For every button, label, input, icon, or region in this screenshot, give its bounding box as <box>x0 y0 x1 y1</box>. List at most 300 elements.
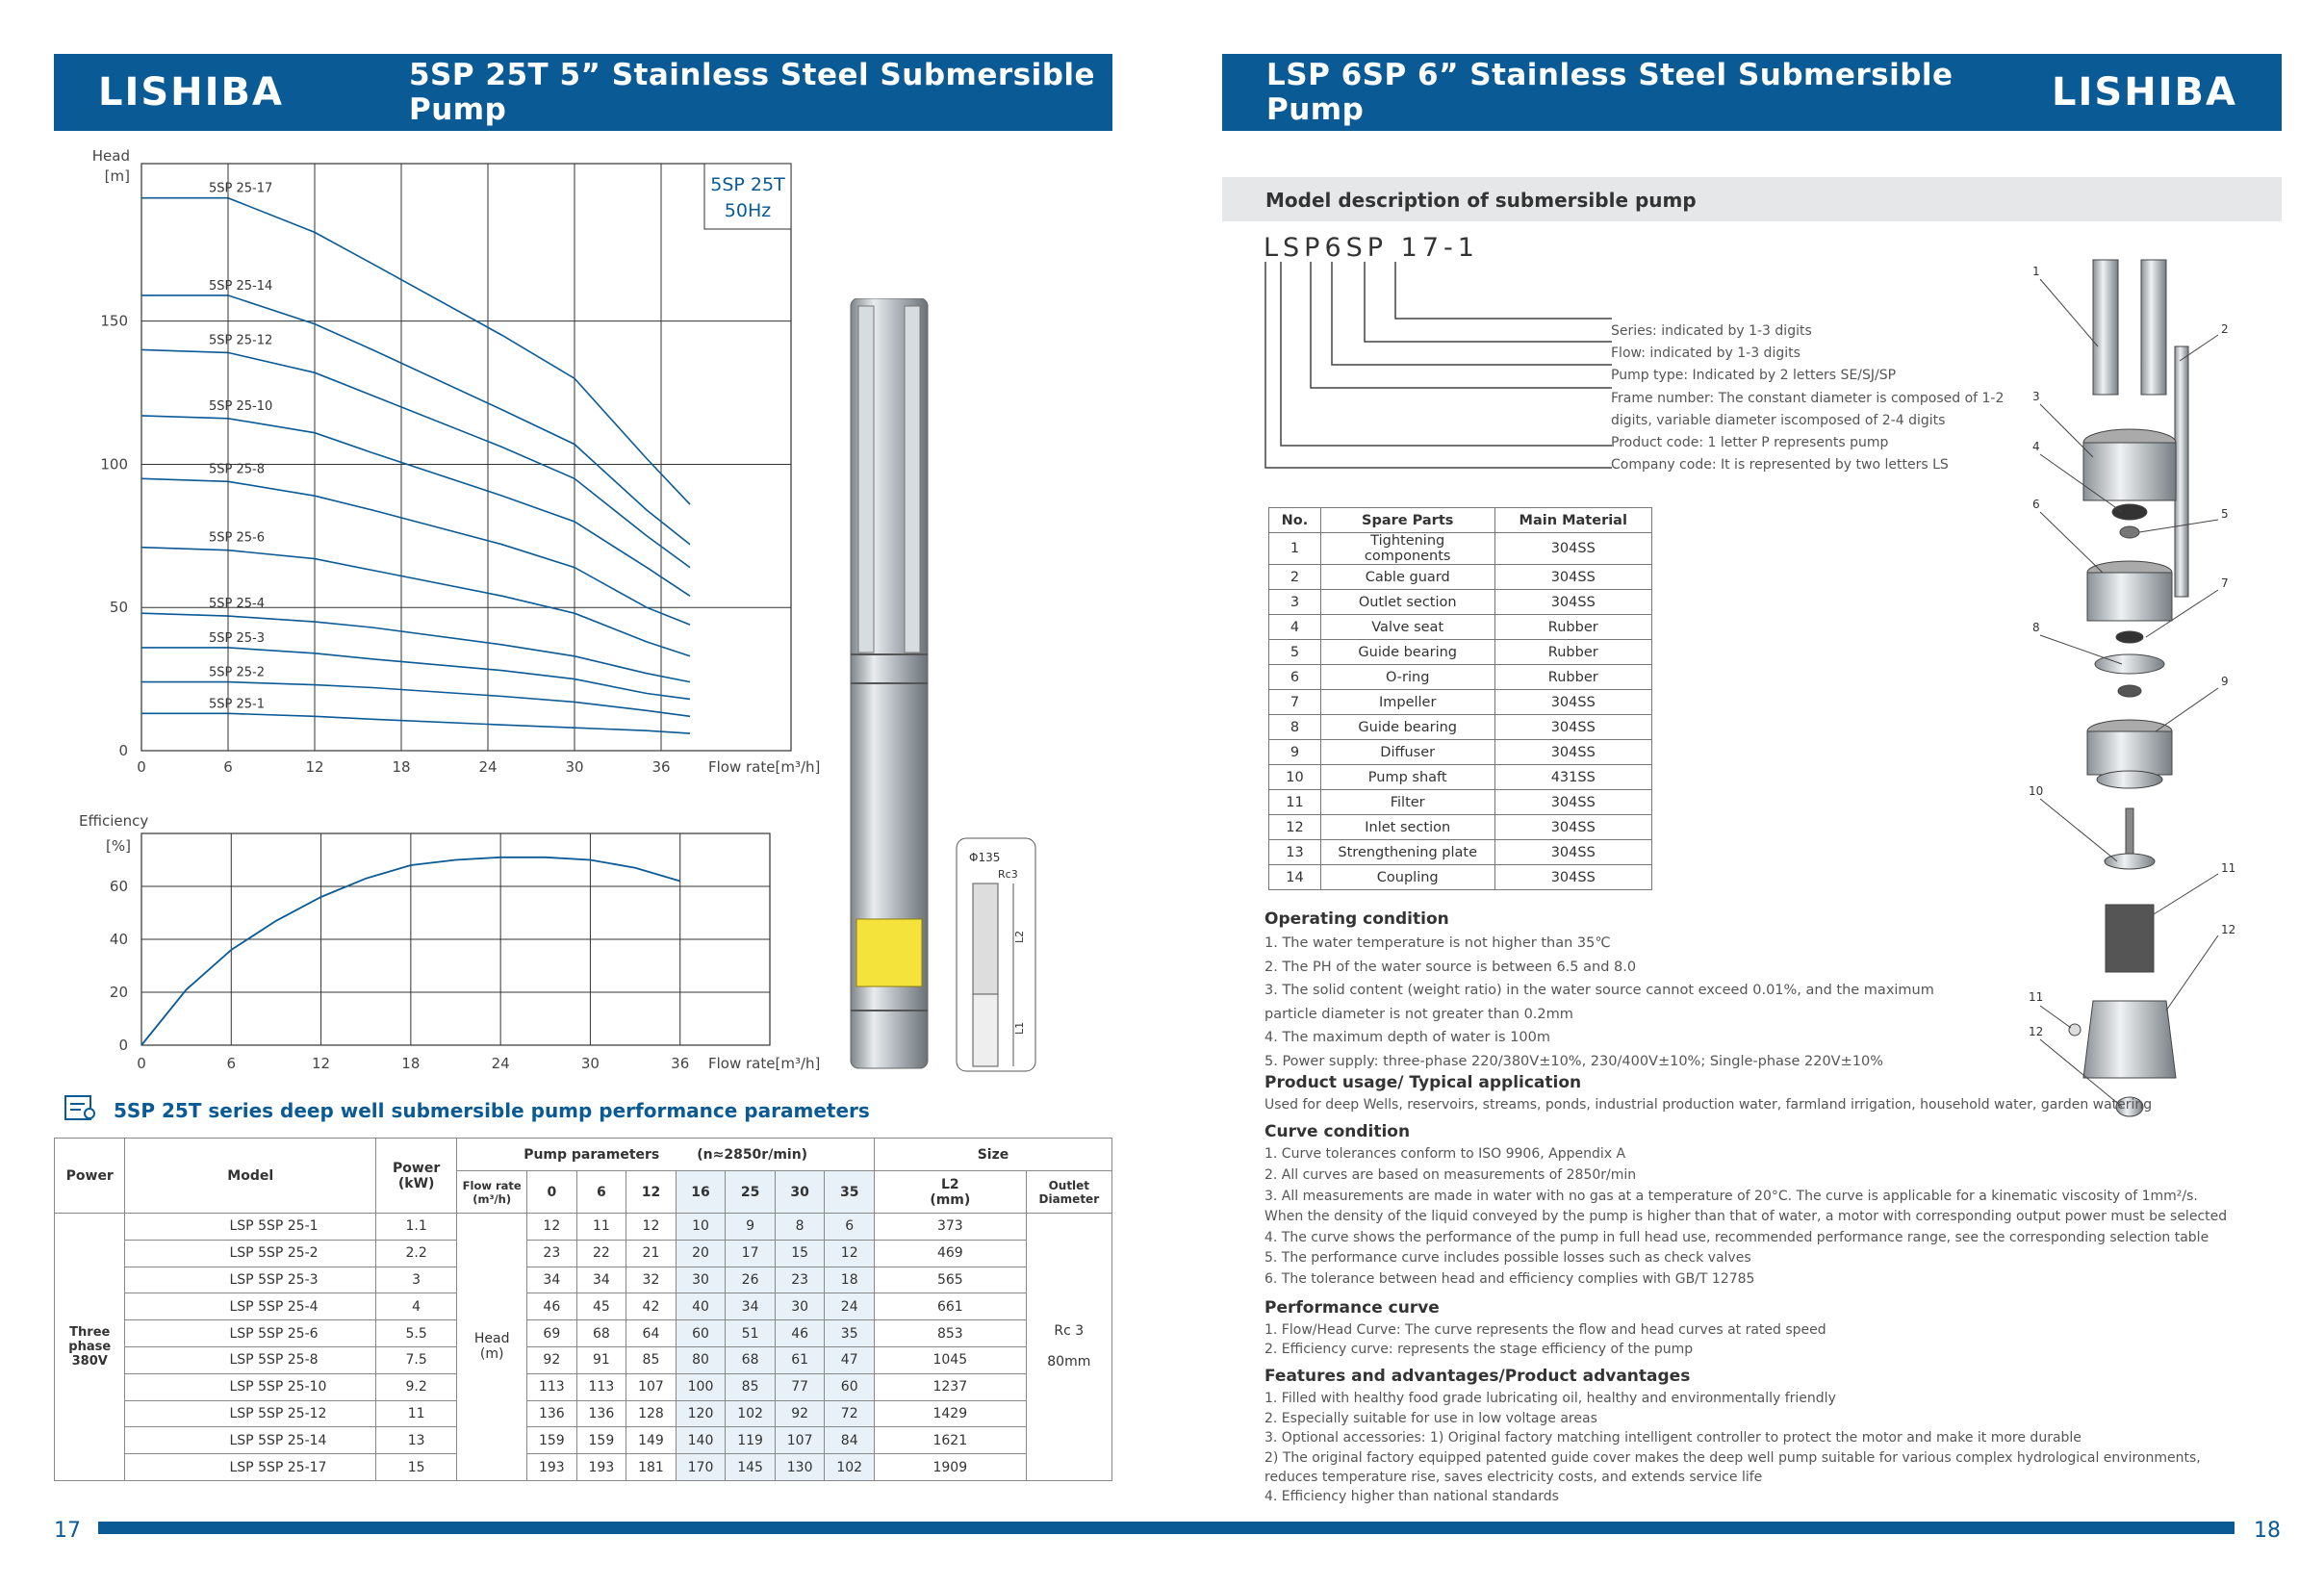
spare-header-material: Main Material <box>1494 508 1652 533</box>
head-curve-label: 5SP 25-10 <box>209 398 273 414</box>
perf-l2: 661 <box>874 1293 1026 1320</box>
spare-material: 431SS <box>1494 765 1652 790</box>
head-x-tick: 6 <box>223 758 233 776</box>
perf-l2: 1429 <box>874 1400 1026 1427</box>
spare-material: 304SS <box>1494 865 1652 890</box>
spare-part: Pump shaft <box>1320 765 1494 790</box>
perf-head-value: 10 <box>676 1214 726 1241</box>
head-chart <box>58 144 828 789</box>
perf-head-value: 47 <box>825 1346 875 1373</box>
perf-head-value: 159 <box>576 1427 626 1454</box>
spare-material: 304SS <box>1494 815 1652 840</box>
perf-row <box>55 1346 1112 1373</box>
perf-head-value: 30 <box>676 1267 726 1293</box>
head-curve-5SP-25-1 <box>141 713 690 733</box>
perf-head-value: 20 <box>676 1240 726 1267</box>
spare-material: 304SS <box>1494 740 1652 765</box>
perf-kw: 3 <box>375 1267 456 1293</box>
section-title: Operating condition <box>1264 909 1449 929</box>
spare-no: 1 <box>1269 533 1321 565</box>
left-header-banner <box>54 54 1112 131</box>
spare-material: 304SS <box>1494 565 1652 590</box>
perf-head-value: 61 <box>775 1346 825 1373</box>
right-footer-bar <box>1157 1522 2235 1534</box>
spare-row <box>1269 615 1652 640</box>
perf-head-value: 23 <box>527 1240 577 1267</box>
perf-h-params: Pump parameters (n≈2850r/min) <box>457 1139 875 1171</box>
perf-head-value: 92 <box>527 1346 577 1373</box>
head-y-tick: 0 <box>118 742 128 759</box>
perf-head-value: 170 <box>676 1454 726 1481</box>
perf-model: LSP 5SP 25-4 <box>125 1293 376 1320</box>
perf-l2: 1621 <box>874 1427 1026 1454</box>
perf-head-value: 12 <box>527 1214 577 1241</box>
perf-kw: 9.2 <box>375 1373 456 1400</box>
section-line: Used for deep Wells, reservoirs, streams, ponds, industrial production water, farmland irrigation, household water, garden watering <box>1264 1097 2153 1113</box>
spare-material: Rubber <box>1494 665 1652 690</box>
perf-head-value: 72 <box>825 1400 875 1427</box>
perf-head-value: 32 <box>626 1267 677 1293</box>
dim-diameter: Φ135 <box>969 851 1001 864</box>
perf-head-value: 136 <box>527 1400 577 1427</box>
section-line: 3. The solid content (weight ratio) in the water source cannot exceed 0.01%, and the maximum <box>1264 983 1934 998</box>
spare-part: O-ring <box>1320 665 1494 690</box>
spare-no: 6 <box>1269 665 1321 690</box>
perf-h-outlet: Outlet Diameter <box>1026 1171 1111 1214</box>
head-curve-label: 5SP 25-17 <box>209 181 273 196</box>
perf-model: LSP 5SP 25-8 <box>125 1346 376 1373</box>
section-line: 6. The tolerance between head and efficiency complies with GB/T 12785 <box>1264 1270 1755 1287</box>
perf-row <box>55 1240 1112 1267</box>
spare-no: 13 <box>1269 840 1321 865</box>
head-curve-label: 5SP 25-14 <box>209 278 273 294</box>
spare-row <box>1269 840 1652 865</box>
perf-head-value: 68 <box>576 1320 626 1347</box>
part-callout: 7 <box>2221 576 2229 590</box>
perf-head-value: 26 <box>726 1267 776 1293</box>
perf-head-value: 85 <box>626 1346 677 1373</box>
model-desc-line: Frame number: The constant diameter is composed of 1-2 <box>1611 390 2005 406</box>
text-section <box>1264 1367 2275 1506</box>
dim-l1: L1 <box>1013 1021 1026 1035</box>
head-curve-label: 5SP 25-4 <box>209 597 265 612</box>
perf-row <box>55 1400 1112 1427</box>
perf-head-value: 181 <box>626 1454 677 1481</box>
spare-material: 304SS <box>1494 840 1652 865</box>
pump-illustration <box>837 298 943 1073</box>
perf-kw: 2.2 <box>375 1240 456 1267</box>
perf-h-flow-value: 0 <box>527 1171 577 1214</box>
perf-kw: 1.1 <box>375 1214 456 1241</box>
section-title: Curve condition <box>1264 1122 1411 1142</box>
part-callout: 6 <box>2032 498 2040 511</box>
model-desc-line: Company code: It is represented by two letters LS <box>1611 457 1949 474</box>
spare-part: Filter <box>1320 790 1494 815</box>
head-curve-label: 5SP 25-1 <box>209 697 265 712</box>
eff-x-tick: 30 <box>580 1055 600 1072</box>
perf-model: LSP 5SP 25-3 <box>125 1267 376 1293</box>
perf-row <box>55 1454 1112 1481</box>
part-callout: 4 <box>2032 440 2040 453</box>
part-callout: 11 <box>2029 990 2044 1004</box>
left-footer-bar <box>98 1522 1157 1534</box>
section-line: 4. The curve shows the performance of the pump in full head use, recommended performance range, see the corresponding selection table <box>1264 1229 2209 1245</box>
perf-row <box>55 1427 1112 1454</box>
spare-row <box>1269 590 1652 615</box>
head-curve-label: 5SP 25-3 <box>209 630 265 646</box>
spare-parts-table <box>1268 507 1652 890</box>
perf-model: LSP 5SP 25-10 <box>125 1373 376 1400</box>
part-callout: 2 <box>2221 322 2229 336</box>
perf-head-value: 11 <box>576 1214 626 1241</box>
section-line: 2. Efficiency curve: represents the stage efficiency of the pump <box>1264 1341 1694 1357</box>
model-desc-line: digits, variable diameter iscomposed of 2-4 digits <box>1611 412 1946 428</box>
section-title: Product usage/ Typical application <box>1264 1073 1582 1092</box>
spare-row <box>1269 740 1652 765</box>
spare-no: 8 <box>1269 715 1321 740</box>
spare-no: 9 <box>1269 740 1321 765</box>
spare-material: 304SS <box>1494 690 1652 715</box>
perf-l2: 1045 <box>874 1346 1026 1373</box>
perf-head-value: 34 <box>576 1267 626 1293</box>
perf-model: LSP 5SP 25-1 <box>125 1214 376 1241</box>
spare-row <box>1269 665 1652 690</box>
perf-head-value: 46 <box>775 1320 825 1347</box>
perf-kw: 13 <box>375 1427 456 1454</box>
spare-material: 304SS <box>1494 790 1652 815</box>
perf-kw: 7.5 <box>375 1346 456 1373</box>
spare-part: Impeller <box>1320 690 1494 715</box>
part-callout: 12 <box>2221 923 2236 936</box>
head-chart-title: 50Hz <box>724 200 772 221</box>
perf-h-l2: L2 (mm) <box>874 1171 1026 1214</box>
spare-part: Coupling <box>1320 865 1494 890</box>
model-code-brackets <box>1261 260 1617 481</box>
perf-head-value: 46 <box>527 1293 577 1320</box>
perf-head-value: 107 <box>775 1427 825 1454</box>
model-desc-list <box>1611 320 2004 476</box>
section-line: 1. Flow/Head Curve: The curve represents the flow and head curves at rated speed <box>1264 1321 1826 1338</box>
perf-model: LSP 5SP 25-12 <box>125 1400 376 1427</box>
section-line: 2. All curves are based on measurements of 2850r/min <box>1264 1167 1637 1183</box>
head-chart-frame <box>141 164 791 751</box>
section-line: 1. Filled with healthy food grade lubricating oil, healthy and environmentally friendly <box>1264 1391 1836 1407</box>
perf-head-value: 136 <box>576 1400 626 1427</box>
eff-x-label: Flow rate[m³/h] <box>708 1055 821 1072</box>
perf-section-title: 5SP 25T series deep well submersible pump performance parameters <box>114 1099 870 1122</box>
spare-row <box>1269 865 1652 890</box>
spare-row <box>1269 715 1652 740</box>
head-x-tick: 36 <box>651 758 671 776</box>
spare-row <box>1269 765 1652 790</box>
perf-head-value: 100 <box>676 1373 726 1400</box>
part-callout: 12 <box>2029 1025 2044 1038</box>
spare-no: 7 <box>1269 690 1321 715</box>
head-x-tick: 18 <box>392 758 411 776</box>
perf-h-power: Power <box>55 1139 125 1214</box>
dimension-drawing <box>956 837 1037 1073</box>
perf-head-value: 130 <box>775 1454 825 1481</box>
spare-material: Rubber <box>1494 615 1652 640</box>
perf-head-value: 51 <box>726 1320 776 1347</box>
perf-kw: 11 <box>375 1400 456 1427</box>
perf-head-value: 60 <box>825 1373 875 1400</box>
head-curve-label: 5SP 25-2 <box>209 665 265 680</box>
spare-part: Tightening components <box>1320 533 1494 565</box>
perf-h-kw: Power (kW) <box>375 1139 456 1214</box>
head-y-tick: 50 <box>109 599 128 617</box>
section-line: 4. Efficiency higher than national standards <box>1264 1489 1559 1505</box>
perf-head-value: 128 <box>626 1400 677 1427</box>
spare-header-part: Spare Parts <box>1320 508 1494 533</box>
perf-head-value: 24 <box>825 1293 875 1320</box>
perf-row <box>55 1293 1112 1320</box>
right-header-banner <box>1222 54 2282 131</box>
perf-head-value: 102 <box>726 1400 776 1427</box>
perf-head-value: 107 <box>626 1373 677 1400</box>
model-desc-line: Product code: 1 letter P represents pump <box>1611 435 1889 451</box>
perf-l2: 853 <box>874 1320 1026 1347</box>
dim-l2: L2 <box>1013 930 1026 943</box>
perf-head-value: 193 <box>527 1454 577 1481</box>
part-callout: 8 <box>2032 621 2040 634</box>
perf-head-value: 9 <box>726 1214 776 1241</box>
spare-no: 2 <box>1269 565 1321 590</box>
text-section <box>1264 1073 2275 1114</box>
perf-head-value: 8 <box>775 1214 825 1241</box>
section-line: 3. Optional accessories: 1) Original factory matching intelligent controller to protect the motor and make it more durable <box>1264 1430 2081 1446</box>
section-line: 2) The original factory equipped patented guide cover makes the deep well pump suitable for various complex hydrological environments, <box>1264 1449 2201 1466</box>
perf-head-value: 40 <box>676 1293 726 1320</box>
head-y-tick: 150 <box>100 312 128 330</box>
section-line: particle diameter is not greater than 0.2mm <box>1264 1006 1573 1022</box>
perf-head-value: 68 <box>726 1346 776 1373</box>
perf-head-value: 119 <box>726 1427 776 1454</box>
perf-h-flow-value: 16 <box>676 1171 726 1214</box>
section-title: Features and advantages/Product advantages <box>1264 1367 1691 1387</box>
perf-kw: 15 <box>375 1454 456 1481</box>
eff-x-tick: 36 <box>671 1055 690 1072</box>
part-callout: 5 <box>2221 507 2229 521</box>
perf-row <box>55 1214 1112 1241</box>
spare-no: 14 <box>1269 865 1321 890</box>
perf-l2: 565 <box>874 1267 1026 1293</box>
head-curve-5SP-25-17 <box>141 198 690 504</box>
part-callout: 10 <box>2029 784 2044 798</box>
head-y-tick: 100 <box>100 455 128 474</box>
perf-head-value: 34 <box>726 1293 776 1320</box>
model-desc-line: Pump type: Indicated by 2 letters SE/SJ/SP <box>1611 368 1897 384</box>
spare-no: 4 <box>1269 615 1321 640</box>
perf-head-value: 30 <box>775 1293 825 1320</box>
eff-y-tick: 0 <box>118 1037 128 1054</box>
perf-h-flow-value: 35 <box>825 1171 875 1214</box>
spare-no: 5 <box>1269 640 1321 665</box>
part-callout: 1 <box>2032 265 2040 278</box>
section-line: 5. Power supply: three-phase 220/380V±10%, 230/400V±10%; Single-phase 220V±10% <box>1264 1053 1883 1069</box>
perf-head-value: 21 <box>626 1240 677 1267</box>
spare-part: Diffuser <box>1320 740 1494 765</box>
perf-head-label: Head (m) <box>457 1214 527 1481</box>
left-page-number: 17 <box>54 1519 81 1543</box>
perf-head-value: 23 <box>775 1267 825 1293</box>
perf-head-value: 45 <box>576 1293 626 1320</box>
eff-x-tick: 24 <box>491 1055 510 1072</box>
perf-outlet: Rc 3 80mm <box>1026 1214 1111 1481</box>
perf-head-value: 113 <box>527 1373 577 1400</box>
head-curve-label: 5SP 25-8 <box>209 462 265 477</box>
perf-head-value: 102 <box>825 1454 875 1481</box>
section-line: 2. Especially suitable for use in low voltage areas <box>1264 1410 1597 1426</box>
perf-model: LSP 5SP 25-17 <box>125 1454 376 1481</box>
perf-head-value: 18 <box>825 1267 875 1293</box>
perf-head-value: 140 <box>676 1427 726 1454</box>
spare-row <box>1269 533 1652 565</box>
perf-h-model: Model <box>125 1139 376 1214</box>
perf-kw: 4 <box>375 1293 456 1320</box>
head-curve-label: 5SP 25-12 <box>209 333 273 348</box>
spare-row <box>1269 790 1652 815</box>
section-line: reduces temperature rise, saves electricity costs, and extends service life <box>1264 1470 1763 1485</box>
section-line: 1. Curve tolerances conform to ISO 9906, Appendix A <box>1264 1146 1626 1163</box>
spare-part: Inlet section <box>1320 815 1494 840</box>
perf-h-flow-value: 12 <box>626 1171 677 1214</box>
spare-material: 304SS <box>1494 715 1652 740</box>
model-desc-line: Series: indicated by 1-3 digits <box>1611 323 1812 339</box>
right-page-number: 18 <box>2254 1519 2281 1543</box>
right-page-title: LSP 6SP 6” Stainless Steel Submersible Pump <box>1266 58 1954 127</box>
perf-head-value: 12 <box>626 1214 677 1241</box>
spare-part: Strengthening plate <box>1320 840 1494 865</box>
perf-h-flow-value: 30 <box>775 1171 825 1214</box>
efficiency-chart <box>58 808 828 1078</box>
perf-head-value: 35 <box>825 1320 875 1347</box>
perf-h-flow-value: 6 <box>576 1171 626 1214</box>
eff-y-tick: 20 <box>109 984 128 1001</box>
perf-head-value: 149 <box>626 1427 677 1454</box>
spare-material: 304SS <box>1494 590 1652 615</box>
section-line: 5. The performance curve includes possible losses such as check valves <box>1264 1250 1751 1267</box>
perf-head-value: 120 <box>676 1400 726 1427</box>
left-page-title: 5SP 25T 5” Stainless Steel Submersible Pump <box>408 58 1096 127</box>
head-curve-label: 5SP 25-6 <box>209 530 265 546</box>
spare-part: Outlet section <box>1320 590 1494 615</box>
eff-x-tick: 12 <box>312 1055 331 1072</box>
perf-head-value: 17 <box>726 1240 776 1267</box>
perf-model: LSP 5SP 25-6 <box>125 1320 376 1347</box>
perf-row <box>55 1267 1112 1293</box>
perf-head-value: 42 <box>626 1293 677 1320</box>
spare-material: Rubber <box>1494 640 1652 665</box>
head-x-label: Flow rate[m³/h] <box>708 758 821 776</box>
table-icon <box>64 1092 98 1123</box>
perf-head-value: 69 <box>527 1320 577 1347</box>
section-line: 3. All measurements are made in water with no gas at a temperature of 20°C. The curve is applicable for a kinematic viscosity of 1mm²/s. <box>1264 1188 2198 1204</box>
section-line: 2. The PH of the water source is between 6.5 and 8.0 <box>1264 959 1637 975</box>
perf-h-size: Size <box>874 1139 1111 1171</box>
perf-head-value: 193 <box>576 1454 626 1481</box>
text-section <box>1264 1122 2275 1290</box>
perf-head-value: 12 <box>825 1240 875 1267</box>
perf-h-flow-value: 25 <box>726 1171 776 1214</box>
section-line: 4. The maximum depth of water is 100m <box>1264 1030 1551 1045</box>
section-title: Performance curve <box>1264 1297 1440 1318</box>
spare-row <box>1269 565 1652 590</box>
head-x-tick: 0 <box>137 758 146 776</box>
perf-head-value: 159 <box>527 1427 577 1454</box>
eff-y-label-unit: [%] <box>106 837 131 855</box>
section-line: 1. The water temperature is not higher than 35℃ <box>1264 935 1611 951</box>
model-code: LSP6SP 17-1 <box>1264 233 1479 263</box>
perf-head-value: 145 <box>726 1454 776 1481</box>
eff-x-tick: 0 <box>137 1055 146 1072</box>
eff-y-tick: 40 <box>109 931 128 948</box>
dim-rc: Rc3 <box>998 868 1018 881</box>
spare-part: Guide bearing <box>1320 640 1494 665</box>
perf-head-value: 34 <box>527 1267 577 1293</box>
text-section <box>1264 909 2275 1073</box>
perf-l2: 469 <box>874 1240 1026 1267</box>
text-section <box>1264 1298 2275 1360</box>
perf-l2: 1909 <box>874 1454 1026 1481</box>
eff-x-tick: 6 <box>226 1055 237 1072</box>
perf-head-value: 60 <box>676 1320 726 1347</box>
eff-x-tick: 18 <box>401 1055 421 1072</box>
perf-head-value: 64 <box>626 1320 677 1347</box>
right-text-sections <box>1264 909 2275 1507</box>
perf-head-value: 85 <box>726 1373 776 1400</box>
left-logo: LISHIBA <box>98 70 284 115</box>
head-chart-title: 5SP 25T <box>710 174 785 195</box>
perf-head-value: 92 <box>775 1400 825 1427</box>
eff-y-tick: 60 <box>109 878 128 895</box>
spare-no: 11 <box>1269 790 1321 815</box>
spare-row <box>1269 690 1652 715</box>
part-callout: 3 <box>2032 390 2040 403</box>
perf-l2: 373 <box>874 1214 1026 1241</box>
perf-model: LSP 5SP 25-2 <box>125 1240 376 1267</box>
spare-no: 10 <box>1269 765 1321 790</box>
perf-l2: 1237 <box>874 1373 1026 1400</box>
perf-head-value: 6 <box>825 1214 875 1241</box>
part-callout: 9 <box>2221 675 2229 688</box>
head-x-tick: 12 <box>305 758 324 776</box>
spare-no: 3 <box>1269 590 1321 615</box>
spare-row <box>1269 640 1652 665</box>
spare-material: 304SS <box>1494 533 1652 565</box>
perf-head-value: 15 <box>775 1240 825 1267</box>
model-desc-title: Model description of submersible pump <box>1265 189 1697 212</box>
head-y-label: Head <box>91 147 130 165</box>
perf-head-value: 77 <box>775 1373 825 1400</box>
spare-part: Valve seat <box>1320 615 1494 640</box>
perf-head-value: 84 <box>825 1427 875 1454</box>
model-desc-line: Flow: indicated by 1-3 digits <box>1611 346 1800 362</box>
eff-y-label: Efficiency <box>79 812 149 830</box>
perf-head-value: 91 <box>576 1346 626 1373</box>
spare-no: 12 <box>1269 815 1321 840</box>
perf-phase: Three phase 380V <box>55 1214 125 1481</box>
perf-head-value: 113 <box>576 1373 626 1400</box>
perf-model: LSP 5SP 25-14 <box>125 1427 376 1454</box>
head-x-tick: 24 <box>478 758 498 776</box>
part-callout: 11 <box>2221 861 2236 875</box>
model-desc-band <box>1222 177 2282 221</box>
head-y-label: [m] <box>104 167 130 185</box>
perf-head-value: 22 <box>576 1240 626 1267</box>
spare-part: Guide bearing <box>1320 715 1494 740</box>
spare-row <box>1269 815 1652 840</box>
